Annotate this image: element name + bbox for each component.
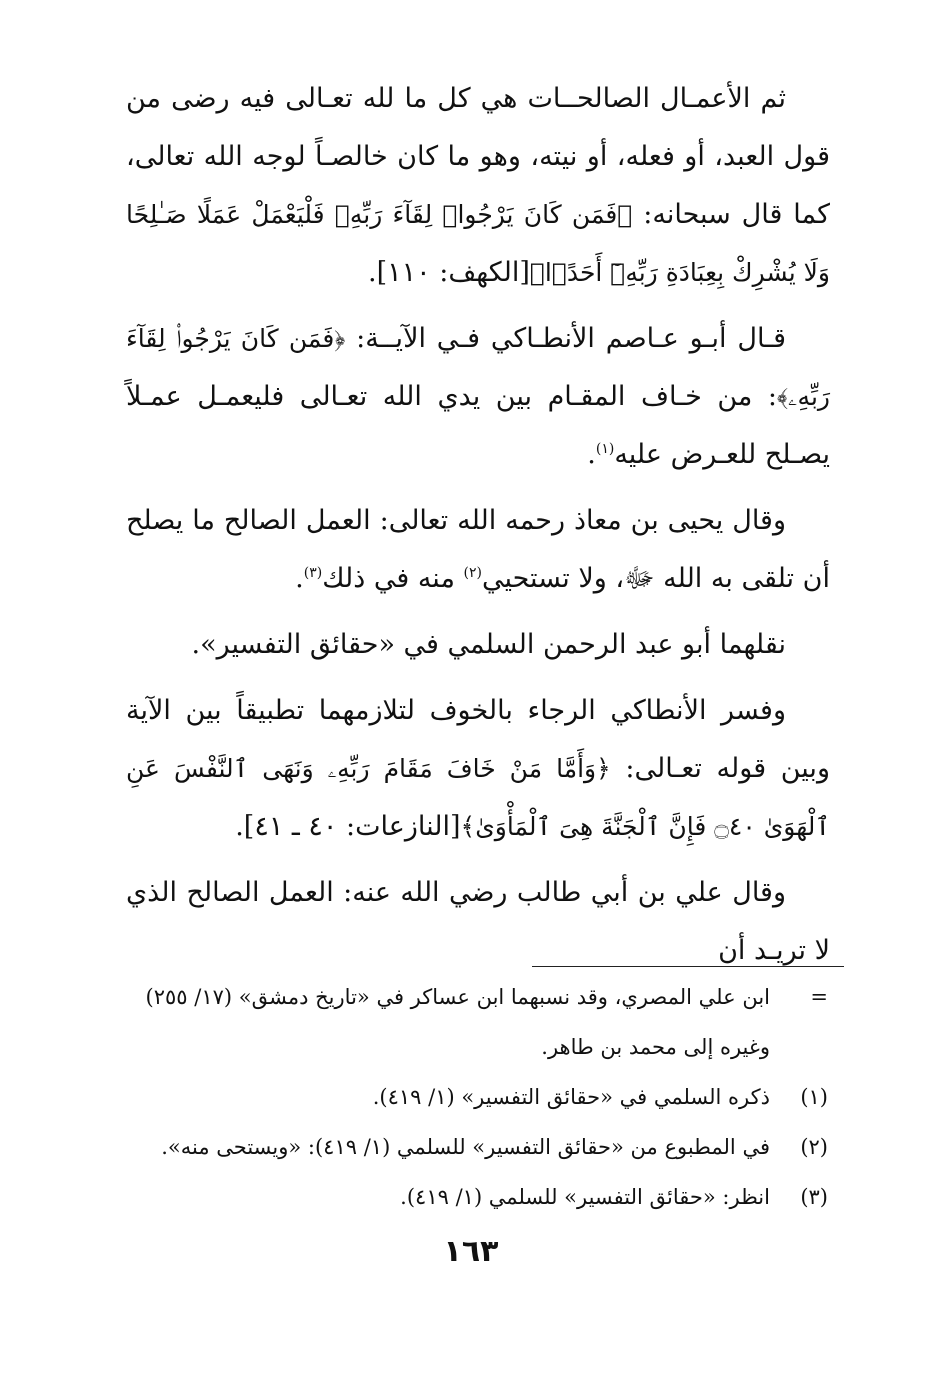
paragraph-2-text-before: قـال أبـو عـاصم الأنطـاكي فـي الآيــة: [345, 323, 786, 354]
footnotes [140, 972, 828, 1222]
paragraph-1-text: ثم الأعمـال الصالحــات هي كل ما لله تعـالى فيه رضى من قول العبد، أو فعله، أو نيته، وهو ما كان خالصـاً لوجه الله تعالى، كما قال سبحانه: [126, 83, 830, 230]
paragraph-1 [126, 70, 830, 302]
paragraph-5-text: وفسر الأنطاكي الرجاء بالخوف لتلازمهما تطبيقاً بين الآية وبين قوله تعـالى: [126, 695, 830, 784]
footnote-continued-marker: = [810, 985, 828, 1009]
paragraph-4-text: نقلهما أبو عبد الرحمن السلمي في «حقائق التفسير». [191, 629, 786, 660]
footnote-separator [532, 966, 844, 967]
footnote-1-marker: (١) [800, 1085, 828, 1109]
footnote-3 [140, 1172, 828, 1222]
footnote-ref-1[interactable]: (١) [595, 441, 615, 457]
footnote-1 [140, 1072, 828, 1122]
paragraph-2-text-after: : من خـاف المقـام بين يدي الله تعـالى فليعمـل عمـلاً يصـلح للعـرض عليه [126, 381, 830, 470]
footnote-ref-3[interactable]: (٣) [303, 565, 323, 581]
paragraph-3-end: . [295, 563, 304, 594]
footnote-1-text: ذكره السلمي في «حقائق التفسير» (١/ ٤١٩). [372, 1085, 770, 1109]
footnote-3-text: انظر: «حقائق التفسير» للسلمي (١/ ٤١٩). [400, 1185, 770, 1209]
paragraph-3-text-middle: منه في ذلك [322, 563, 464, 594]
footnote-2-text: في المطبوع من «حقائق التفسير» للسلمي (١/ ٤١٩): «ويستحى منه». [161, 1135, 770, 1159]
quran-verse-excerpt: ﴿فَمَن كَانَ يَرْجُوا۟ لِقَآءَ رَبِّهِۦ﴾ [126, 324, 830, 411]
quran-verse-kahf: ﴿فَمَن كَانَ يَرْجُوا۟ لِقَآءَ رَبِّهِۦ فَلْيَعْمَلْ عَمَلًا صَـٰلِحًا وَلَا يُشْرِكْ بِعِبَادَةِ رَبِّهِۦٓ أَحَدًۢا﴾ [126, 200, 830, 287]
footnote-2 [140, 1122, 828, 1172]
footnote-2-marker: (٢) [800, 1135, 828, 1159]
paragraph-2-end: . [587, 439, 596, 470]
paragraph-3-text-before: وقال يحيى بن معاذ رحمه الله تعالى: العمل الصالح ما يصلح أن تلقى به الله ﷻ، ولا تستحيي [126, 505, 830, 594]
verse-reference-naziat: [النازعات: ٤٠ ـ ٤١]. [235, 811, 461, 842]
page-number: ١٦٣ [443, 1234, 499, 1269]
paragraph-2 [126, 310, 830, 484]
quran-verse-naziat: ﴿وَأَمَّا مَنْ خَافَ مَقَامَ رَبِّهِۦ وَنَهَى ٱلنَّفْسَ عَنِ ٱلْهَوَىٰ ۝٤٠ فَإِنَّ ٱلْجَنَّةَ هِىَ ٱلْمَأْوَىٰ﴾ [126, 754, 830, 841]
paragraph-4 [126, 616, 830, 674]
verse-reference-kahf: [الكهف: ١١٠]. [368, 257, 530, 288]
footnote-continued-text: ابن علي المصري، وقد نسبهما ابن عساكر في «تاريخ دمشق» (١٧/ ٢٥٥) وغيره إلى محمد بن طاهر. [145, 985, 770, 1059]
footnote-continued [140, 972, 828, 1072]
main-text [126, 70, 830, 988]
paragraph-6-text: وقال علي بن أبي طالب رضي الله عنه: العمل الصالح الذي لا تريـد أن [126, 877, 830, 966]
paragraph-3 [126, 492, 830, 608]
footnote-ref-2[interactable]: (٢) [463, 565, 482, 581]
footnote-3-marker: (٣) [800, 1185, 828, 1209]
paragraph-6 [126, 864, 830, 980]
paragraph-5 [126, 682, 830, 856]
